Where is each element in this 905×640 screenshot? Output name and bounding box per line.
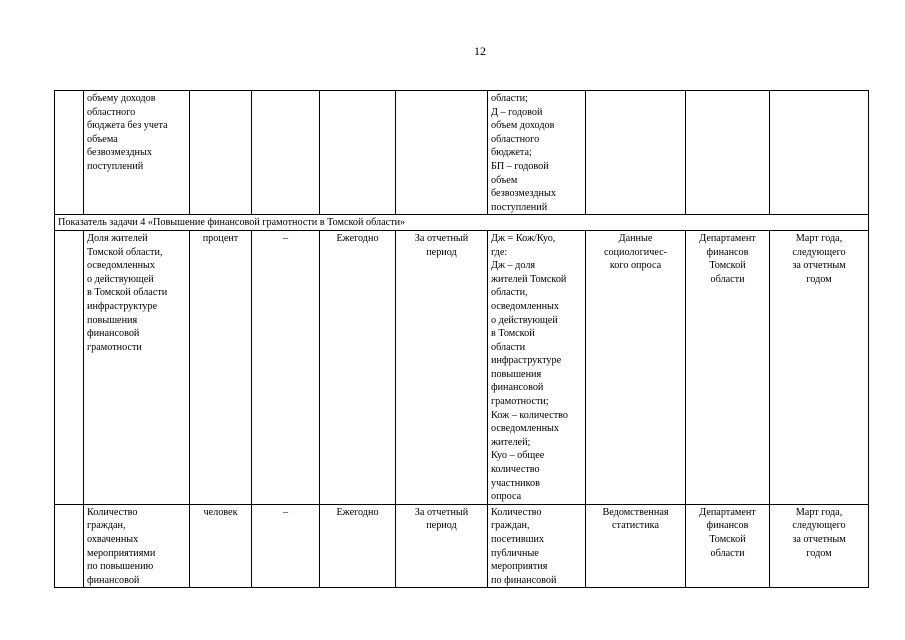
deadline-cell: Март года, следующего за отчетным годом <box>770 504 869 588</box>
table-row <box>55 91 869 215</box>
page-number: 12 <box>474 44 486 58</box>
unit-cell: человек <box>190 504 252 588</box>
unit-cell: процент <box>190 230 252 504</box>
indicator-name-cell: объему доходов областного бюджета без учета объема безвозмездных поступлений <box>84 91 190 215</box>
responsible-cell: Департамент финансов Томской области <box>686 504 770 588</box>
direction-cell: – <box>252 504 320 588</box>
frequency-cell: Ежегодно <box>320 230 396 504</box>
indicator-name-cell: Количество граждан, охваченных мероприятиями по повышению финансовой <box>84 504 190 588</box>
formula-cell: Количество граждан, посетивших публичные мероприятия по финансовой <box>488 504 586 588</box>
row-number-cell <box>55 230 84 504</box>
direction-cell <box>252 91 320 215</box>
unit-cell <box>190 91 252 215</box>
table-row <box>55 230 869 504</box>
direction-cell: – <box>252 230 320 504</box>
source-cell <box>586 91 686 215</box>
source-cell: Ведомственная статистика <box>586 504 686 588</box>
section-title: Показатель задачи 4 «Повышение финансовой грамотности в Томской области» <box>55 215 869 231</box>
frequency-cell <box>320 91 396 215</box>
period-cell: За отчетный период <box>396 230 488 504</box>
responsible-cell <box>686 91 770 215</box>
responsible-cell: Департамент финансов Томской области <box>686 230 770 504</box>
indicator-name-cell: Доля жителей Томской области, осведомленных о действующей в Томской области инфраструктуре повышения финансовой грамотности <box>84 230 190 504</box>
period-cell: За отчетный период <box>396 504 488 588</box>
formula-cell: Дж = Кож/Куо, где: Дж – доля жителей Томской области, осведомленных о действующей в Томской области инфраструктуре повышения финансовой грамотности; Кож – количество осведомленных жителей; Куо – общее количество участников опроса <box>488 230 586 504</box>
period-cell <box>396 91 488 215</box>
section-row <box>55 215 869 231</box>
deadline-cell <box>770 91 869 215</box>
frequency-cell: Ежегодно <box>320 504 396 588</box>
deadline-cell: Март года, следующего за отчетным годом <box>770 230 869 504</box>
indicator-table <box>54 90 869 588</box>
table-row <box>55 504 869 588</box>
formula-cell: области; Д – годовой объем доходов областного бюджета; БП – годовой объем безвозмездных поступлений <box>488 91 586 215</box>
source-cell: Данные социологичес- кого опроса <box>586 230 686 504</box>
row-number-cell <box>55 91 84 215</box>
row-number-cell <box>55 504 84 588</box>
